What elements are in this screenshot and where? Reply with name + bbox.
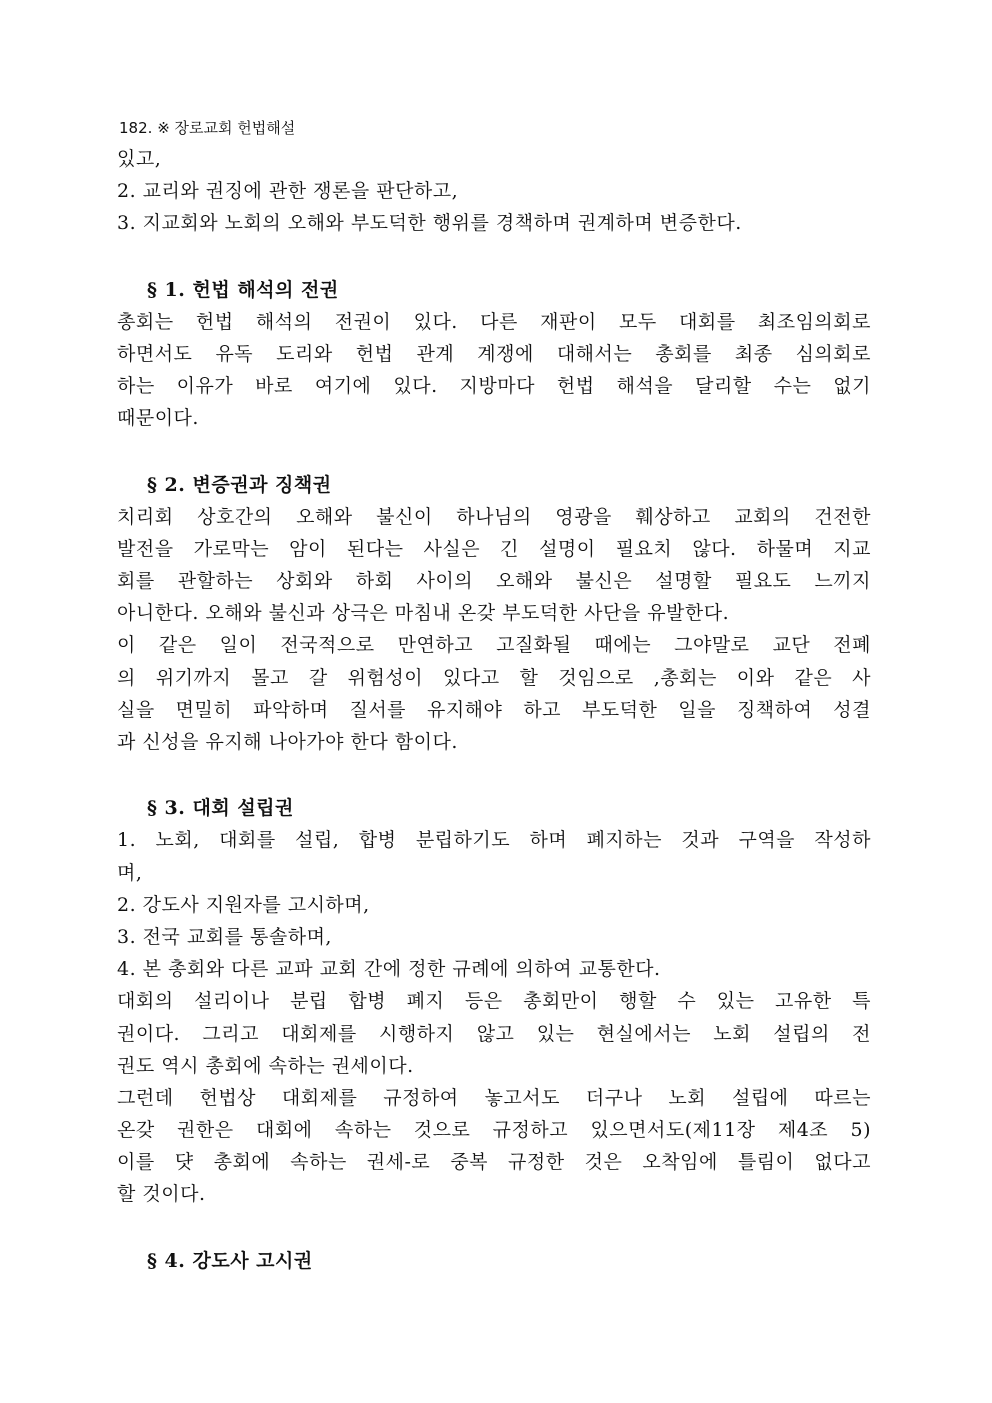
paragraph-line: 하는 이유가 바로 여기에 있다. 지방마다 헌법 해석을 달리할 수는 없기 <box>117 375 871 398</box>
paragraph-line: 권도 역시 총회에 속하는 권세이다. <box>117 1054 414 1077</box>
paragraph-line: 이 같은 일이 전국적으로 만연하고 고질화될 때에는 그야말로 교단 전폐 <box>117 634 871 657</box>
intro-line: 3. 지교회와 노회의 오해와 부도덕한 행위를 경책하며 권계하며 변증한다. <box>117 212 742 235</box>
paragraph-line: 의 위기까지 몰고 갈 위험성이 있다고 할 것임으로 ,총회는 이와 같은 사 <box>117 666 871 689</box>
section-heading: § 3. 대회 설립권 <box>147 797 294 820</box>
paragraph-line: 할 것이다. <box>117 1183 206 1206</box>
paragraph-line: 발전을 가로막는 암이 된다는 사실은 긴 설명이 필요치 않다. 하물며 지교 <box>117 537 871 560</box>
paragraph-line: 대회의 설리이나 분립 합병 폐지 등은 총회만이 행할 수 있는 고유한 특 <box>117 990 871 1013</box>
paragraph-line: 3. 전국 교회를 통솔하며, <box>117 925 332 948</box>
paragraph-line: 때문이다. <box>117 407 199 430</box>
running-title: ※ 장로교회 헌법해설 <box>157 119 296 137</box>
paragraph-line: 권이다. 그리고 대회제를 시행하지 않고 있는 현실에서는 노회 설립의 전 <box>117 1022 871 1045</box>
paragraph-line: 실을 면밀히 파악하며 질서를 유지해야 하고 부도덕한 일을 징책하여 성결 <box>117 698 871 721</box>
paragraph-line: 치리회 상호간의 오해와 불신이 하나님의 영광을 훼상하고 교회의 건전한 <box>117 505 871 528</box>
page-number: 182. <box>119 119 153 137</box>
running-header <box>119 118 295 138</box>
paragraph-line: 이를 댯 총회에 속하는 권세-로 중복 규정한 것은 오착임에 틀림이 없다고 <box>117 1151 871 1174</box>
section-heading: § 1. 헌법 해석의 전권 <box>147 278 339 301</box>
paragraph-line: 회를 관할하는 상회와 하회 사이의 오해와 불신은 설명할 필요도 느끼지 <box>117 570 871 593</box>
paragraph-line: 2. 강도사 지원자를 고시하며, <box>117 893 370 916</box>
section-heading: § 2. 변증권과 징책권 <box>147 473 332 496</box>
paragraph-line: 1. 노회, 대회를 설립, 합병 분립하기도 하며 폐지하는 것과 구역을 작성하 <box>117 829 871 852</box>
paragraph-line: 하면서도 유독 도리와 헌법 관계 계쟁에 대해서는 총회를 최종 심의회로 <box>117 342 871 365</box>
paragraph-line: 총회는 헌법 해석의 전권이 있다. 다른 재판이 모두 대회를 최조임의회로 <box>117 310 871 333</box>
intro-line: 2. 교리와 권징에 관한 쟁론을 판단하고, <box>117 180 459 203</box>
paragraph-line: 그런데 헌법상 대회제를 규정하여 놓고서도 더구나 노회 설립에 따르는 <box>117 1086 871 1109</box>
paragraph-line: 과 신성을 유지해 나아가야 한다 함이다. <box>117 731 458 753</box>
paragraph-line: 며, <box>117 861 143 884</box>
section-heading: § 4. 강도사 고시권 <box>147 1249 313 1272</box>
paragraph-line: 온갖 권한은 대회에 속하는 것으로 규정하고 있으면서도(제11장 제4조 5) <box>117 1119 871 1142</box>
paragraph-line: 아니한다. 오해와 불신과 상극은 마침내 온갖 부도덕한 사단을 유발한다. <box>117 602 730 625</box>
body-text <box>117 143 871 1277</box>
intro-line: 있고, <box>117 148 162 170</box>
paragraph-line: 4. 본 총회와 다른 교파 교회 간에 정한 규례에 의하여 교통한다. <box>117 958 661 981</box>
